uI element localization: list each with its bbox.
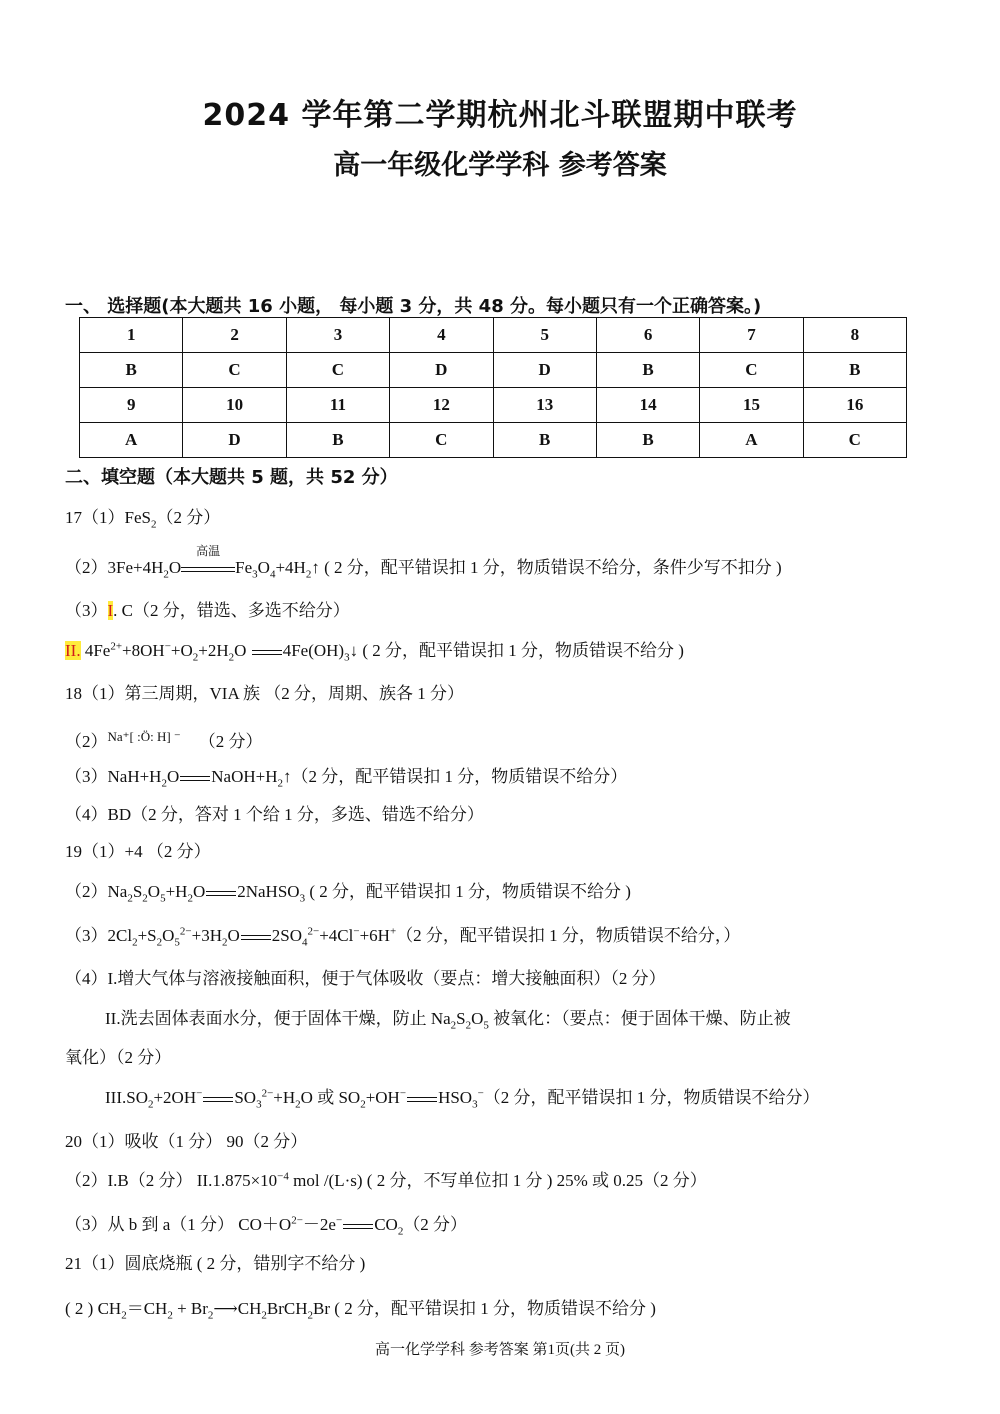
- question-number-cell: 4: [390, 318, 493, 353]
- question-number-row: [80, 388, 907, 423]
- question-number-cell: 1: [80, 318, 183, 353]
- highlight-mark: II.: [65, 641, 81, 660]
- answer-row: [80, 353, 907, 388]
- answer-table: [79, 317, 907, 458]
- question-number-cell: 15: [700, 388, 803, 423]
- answer-cell: A: [700, 423, 803, 458]
- answer-cell: D: [493, 353, 596, 388]
- question-number-cell: 10: [183, 388, 286, 423]
- q19-part4-iii: $III.SO_2+2OH^-$ $SO_3^{2-}+H_2O$ 或 $SO_2+OH^-$ $HSO_3^-(2$ 分，配平错误扣 1 分，物质错误不给分）: [105, 1087, 820, 1111]
- question-number-cell: 7: [700, 318, 803, 353]
- q17-part3-ii: II. $4Fe^{2+}+8OH^-+O_2+2H_2O$ $4Fe(OH)_3↓$ ( 2 分，配平错误扣 1 分，物质错误不给分 ): [65, 640, 684, 664]
- question-number-row: [80, 318, 907, 353]
- answer-cell: A: [80, 423, 183, 458]
- answer-cell: D: [183, 423, 286, 458]
- question-number-cell: 12: [390, 388, 493, 423]
- question-number-cell: 8: [803, 318, 906, 353]
- q18-part1: 18（1）第三周期，VIA 族 （2 分，周期、族各 1 分）: [65, 684, 465, 703]
- question-number-cell: 9: [80, 388, 183, 423]
- q21-part1: 21（1）圆底烧瓶 ( 2 分，错别字不给分 ): [65, 1254, 366, 1273]
- q20-part2: （2）I.B（2 分） $II.1.875\times 10^{-4}$ mol /(L·s) ( 2 分，不写单位扣 1 分 ) 25% 或 0.25（2 分）: [65, 1170, 707, 1190]
- question-number-cell: 5: [493, 318, 596, 353]
- highlight-mark: I: [107, 601, 114, 620]
- answer-cell: B: [803, 353, 906, 388]
- q17-part2: $(2)3Fe+4H_2O$ 高温 $Fe_3O_4+4H_2↑$ ( 2 分，配平错误扣 1 分，物质错误不给分，条件少写不扣分 ): [65, 544, 782, 581]
- q18-part3: $(3)NaH+H_2O$ $NaOH+H_2↑(2$ 分，配平错误扣 1 分，物质错误不给分）: [65, 767, 628, 790]
- q18-part4: （4）BD（2 分，答对 1 个给 1 分，多选、错选不给分）: [65, 805, 484, 824]
- q20-part3: （3）从 b 到 a（1 分） $CO+O^{2-}-2e^-$ $CO_2(2$ 分）: [65, 1214, 468, 1238]
- answer-row: [80, 423, 907, 458]
- q21-part2: ( 2 ) $CH_2=CH_2$ + $Br_2⟶CH_2BrCH_2Br$ ( 2 分，配平错误扣 1 分，物质错误不给分 ): [65, 1299, 656, 1322]
- q20-part1: 20（1）吸收（1 分） 90（2 分）: [65, 1132, 308, 1151]
- section-1-heading: 一、 选择题(本大题共 16 小题， 每小题 3 分，共 48 分。每小题只有一个正确答案。): [65, 296, 762, 317]
- page-footer: 高一化学学科 参考答案 第1页(共 2 页): [375, 1342, 625, 1358]
- answer-cell: B: [596, 423, 699, 458]
- question-number-cell: 11: [286, 388, 389, 423]
- q17-part3: （3）I. C（2 分，错选、多选不给分）: [65, 601, 350, 620]
- answer-cell: C: [390, 423, 493, 458]
- question-number-cell: 2: [183, 318, 286, 353]
- q19-part2: $(2)Na_2S_2O_5+H_2O$ 2NaHSO$_3$ ( 2 分，配平错误扣 1 分，物质错误不给分 ): [65, 882, 631, 905]
- section-2-heading: 二、填空题（本大题共 5 题，共 52 分）: [65, 467, 398, 488]
- q19-part3: $(3)2Cl_2+S_2O_5^{2-}+3H_2O$ $2SO_4^{2-}+4Cl^-+6H^+(2$ 分，配平错误扣 1 分，物质错误不给分，）: [65, 925, 741, 949]
- q19-part1: 19（1）+4 （2 分）: [65, 842, 211, 861]
- answer-cell: C: [700, 353, 803, 388]
- q19-part4-ii-cont: 氧化）（2 分）: [65, 1048, 172, 1067]
- electron-formula: Na⁺[ :Ö: H] ⁻: [107, 729, 181, 744]
- q17-part1: 17（1）FeS$_2$（2 分）: [65, 508, 221, 531]
- question-number-cell: 13: [493, 388, 596, 423]
- question-number-cell: 3: [286, 318, 389, 353]
- q19-part4-ii: II.洗去固体表面水分，便于固体干燥，防止 $Na_2S_2O_5$ 被氧化：（要点：便于固体干燥、防止被: [105, 1009, 791, 1032]
- high-temp-condition: 高温: [181, 558, 235, 578]
- question-number-cell: 14: [596, 388, 699, 423]
- q18-part2: （2）Na⁺[ :Ö: H] ⁻ （2 分）: [65, 729, 263, 751]
- document-subtitle: 高一年级化学学科 参考答案: [333, 150, 667, 181]
- answer-cell: C: [183, 353, 286, 388]
- document-title: 2024 学年第二学期杭州北斗联盟期中联考: [202, 98, 798, 133]
- answer-cell: C: [286, 353, 389, 388]
- answer-cell: C: [803, 423, 906, 458]
- answer-cell: B: [80, 353, 183, 388]
- answer-cell: B: [596, 353, 699, 388]
- answer-cell: B: [286, 423, 389, 458]
- question-number-cell: 16: [803, 388, 906, 423]
- answer-cell: B: [493, 423, 596, 458]
- q19-part4-i: （4）I.增大气体与溶液接触面积，便于气体吸收（要点：增大接触面积）（2 分）: [65, 969, 666, 988]
- answer-cell: D: [390, 353, 493, 388]
- question-number-cell: 6: [596, 318, 699, 353]
